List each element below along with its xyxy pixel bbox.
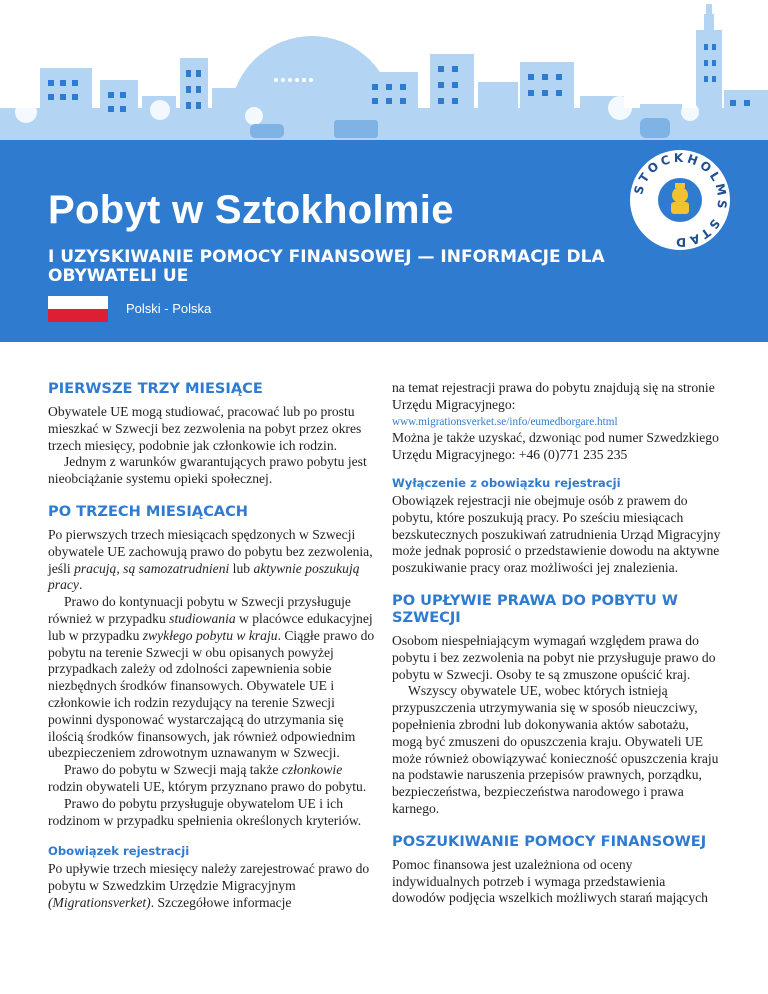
header-banner (0, 0, 768, 342)
paragraph: Wszyscy obywatele UE, wobec których istnieją przypuszczenia utrzymywania się w sposób nieuczciwy, popełnienia zbrodni lub dokonywania aktów sabotażu, mogą być zmuszeni do opuszczenia kraju. Obywateli UE może również obowiązywać konieczność opuszczenia kraju na podstawie naruszenia przepisów prawnych, porządku, bezpieczeństwa, bezpieczeństwa narodowego i prawa karnego. (392, 683, 719, 816)
page-subtitle: I UZYSKIWANIE POMOCY FINANSOWEJ — INFORMACJE DLA OBYWATELI UE (48, 247, 605, 286)
paragraph: Prawo do kontynuacji pobytu w Szwecji przysługuje również w przypadku studiowania w placówce edukacyjnej lub w przypadku zwykłego pobytu w kraju. Ciągłe prawo do pobytu na terenie Szwecji w obu opisanych powyżej przypadkach zależy od zdolności zapewnienia sobie niezbędnych środków finansowych. Obywatele UE i członkowie ich rodzin rezydujący na terenie Szwecji powinni dysponować wystarczającą do utrzymania się ilością środków finansowych, jak również odpowiednim ubezpieczeniem zdrowotnym uznawanym w Szwecji. (48, 594, 375, 761)
page-title: Pobyt w Sztokholmie (48, 188, 454, 232)
poland-flag-icon (48, 296, 108, 322)
migration-agency-link[interactable]: www.migrationsverket.se/info/eumedborgare.html (392, 415, 618, 428)
section-heading-seeking-financial-aid: POSZUKIWANIE POMOCY FINANSOWEJ (392, 832, 707, 850)
paragraph: Po pierwszych trzech miesiącach spędzonych w Szwecji obywatele UE zachowują prawo do pobytu bez zezwolenia, jeśli pracują, są samozatrudnieni lub aktywnie poszukują pracy. (48, 526, 373, 593)
paragraph: Pomoc finansowa jest uzależniona od oceny indywidualnych potrzeb i wymaga przedstawienia dowodów podjęcia wszelkich możliwych starań mających (392, 856, 708, 906)
paragraph: na temat rejestracji prawa do pobytu znajdują się na stronie Urzędu Migracyjnego: (392, 380, 715, 412)
right-column (392, 380, 722, 907)
paragraph: Obowiązek rejestracji nie obejmuje osób z prawem do pobytu, które poszukują pracy. Po sześciu miesiącach bezskutecznych poszukiwań zatrudnienia Urząd Migracyjny może jednak poprosić o przedstawienie dowodu na aktywne poszukiwanie pracy oraz możliwości jej znalezienia. (392, 492, 721, 576)
subheading-registration-exemption: Wyłączenie z obowiązku rejestracji (392, 475, 621, 490)
section-heading-first-three-months: PIERWSZE TRZY MIESIĄCE (48, 380, 263, 397)
city-skyline-illustration (0, 0, 768, 150)
paragraph: Obywatele UE mogą studiować, pracować lub po prostu mieszkać w Szwecji bez zezwolenia na pobyt przez okres trzech miesięcy, podobnie jak członkowie ich rodzin. (48, 404, 362, 453)
paragraph: Po upływie trzech miesięcy należy zarejestrować prawo do pobytu w Szwedzkim Urzędzie Migracyjnym (Migrationsverket). Szczegółowe informacje (48, 861, 370, 910)
paragraph: Osobom niespełniającym wymagań względem prawa do pobytu i bez zezwolenia na pobyt nie przysługuje prawo do pobytu w Szwecji. Osoby te są zmuszone opuścić kraj. (392, 632, 716, 682)
section-heading-after-right-expires: PO UPŁYWIE PRAWA DO POBYTU W SZWECJI (392, 591, 678, 626)
paragraph: Prawo do pobytu w Szwecji mają także członkowie rodzin obywateli UE, którym przyznano prawo do pobytu. (48, 762, 367, 794)
stockholm-seal-logo (628, 148, 732, 252)
subheading-registration-obligation: Obowiązek rejestracji (48, 844, 190, 859)
paragraph: Prawo do pobytu przysługuje obywatelom UE i ich rodzinom w przypadku spełnienia określonych kryteriów. (48, 795, 362, 828)
paragraph: Jednym z warunków gwarantujących prawo pobytu jest nieobciążanie systemu opieki społecznej. (48, 454, 367, 487)
paragraph: Można je także uzyskać, dzwoniąc pod numer Szwedzkiego Urzędu Migracyjnego: +46 (0)771 235 235 (392, 430, 719, 463)
language-label: Polski - Polska (126, 301, 212, 316)
left-column (48, 380, 378, 912)
svg-text:STOCKHOLMS STAD: STOCKHOLMS STAD (631, 150, 730, 250)
section-heading-after-three-months: PO TRZECH MIESIĄCACH (48, 502, 249, 520)
